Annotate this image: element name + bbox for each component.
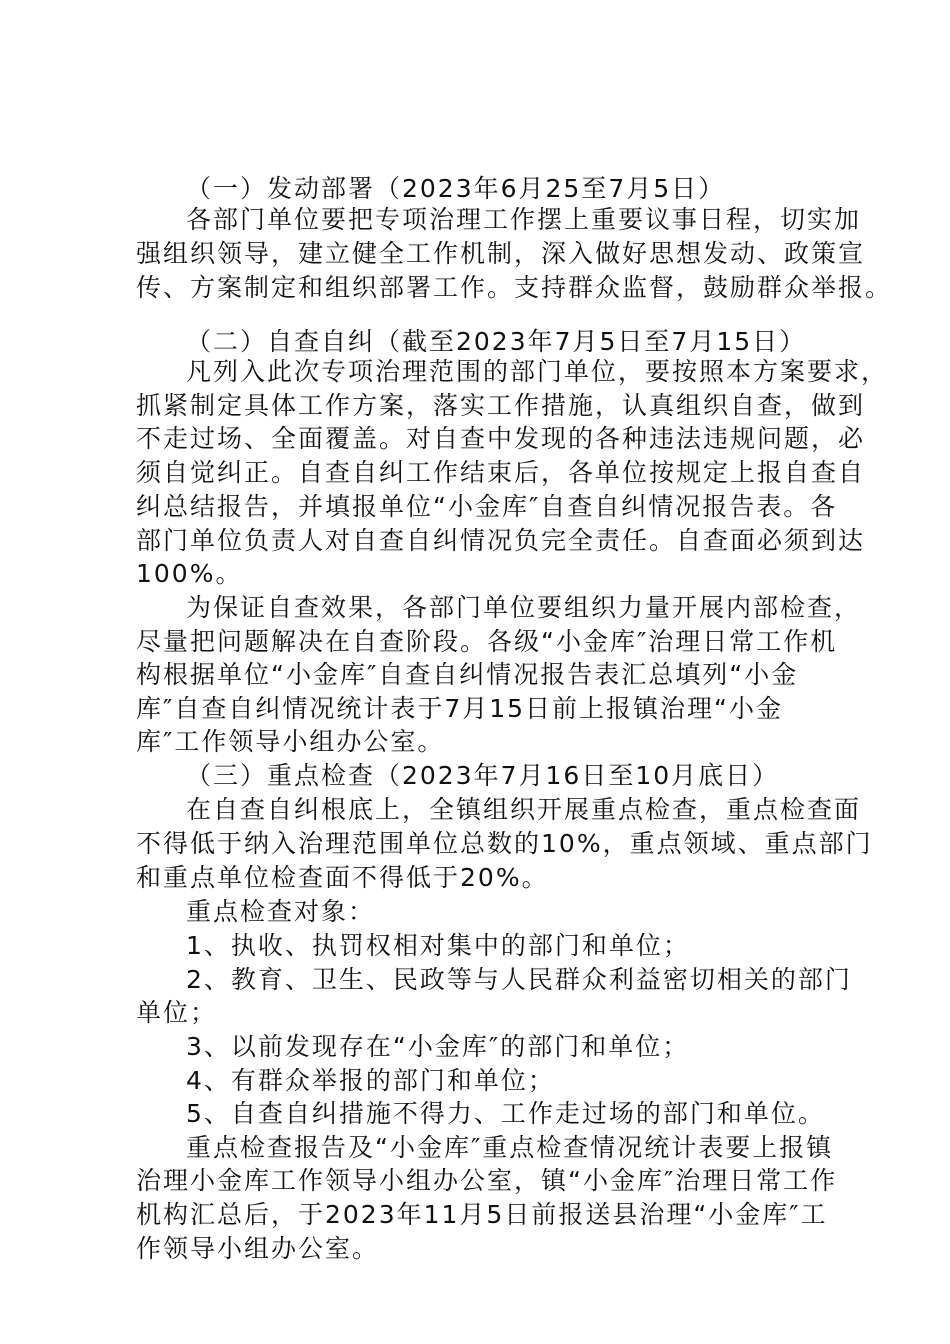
section-heading-3: （三）重点检查（2023年7月16日至10月底日） <box>186 761 780 790</box>
paragraph-line: 凡列入此次专项治理范围的部门单位，要按照本方案要求， <box>186 357 889 386</box>
paragraph-line: 各部门单位要把专项治理工作摆上重要议事日程，切实加 <box>186 205 862 234</box>
paragraph-line: 尽量把问题解决在自查阶段。各级“小金库″治理日常工作机 <box>136 627 838 656</box>
paragraph-line: 构根据单位“小金库″自查自纠情况报告表汇总填列“小金 <box>136 660 799 689</box>
paragraph-line: 在自查自纠根底上，全镇组织开展重点检查，重点检查面 <box>186 795 862 824</box>
list-item-continuation: 单位； <box>136 998 218 1027</box>
paragraph-line: 库″工作领导小组办公室。 <box>136 727 445 756</box>
list-item: 4、有群众举报的部门和单位； <box>186 1066 555 1095</box>
paragraph-line: 纠总结报告，并填报单位“小金库″自查自纠情况报告表。各 <box>136 492 838 521</box>
paragraph-line: 库″自查自纠情况统计表于7月15日前上报镇治理“小金 <box>136 694 784 723</box>
list-item: 1、执收、执罚权相对集中的部门和单位； <box>186 931 690 960</box>
paragraph-line: 机构汇总后，于2023年11月5日前报送县治理“小金库″工 <box>136 1200 828 1229</box>
paragraph-line: 不得低于纳入治理范围单位总数的10%，重点领域、重点部门 <box>136 829 873 858</box>
paragraph-line: 抓紧制定具体工作方案，落实工作措施，认真组织自查，做到 <box>136 391 866 420</box>
paragraph-line: 部门单位负责人对自查自纠情况负完全责任。自查面必须到达 <box>136 526 866 555</box>
paragraph-line: 重点检查报告及“小金库″重点检查情况统计表要上报镇 <box>186 1133 834 1162</box>
list-item: 2、教育、卫生、民政等与人民群众利益密切相关的部门 <box>186 965 852 994</box>
list-item: 5、自查自纠措施不得力、工作走过场的部门和单位。 <box>186 1099 825 1128</box>
paragraph-line: 100%。 <box>136 559 243 588</box>
list-item: 3、以前发现存在“小金库″的部门和单位； <box>186 1032 690 1061</box>
section-heading-2: （二）自查自纠（截至2023年7月5日至7月15日） <box>186 327 807 356</box>
paragraph-line: 为保证自查效果，各部门单位要组织力量开展内部检查， <box>186 593 862 622</box>
paragraph-line: 不走过场、全面覆盖。对自查中发现的各种违法违规问题，必 <box>136 424 866 453</box>
paragraph-line: 治理小金库工作领导小组办公室，镇“小金库″治理日常工作 <box>136 1166 838 1195</box>
paragraph-line: 作领导小组办公室。 <box>136 1234 380 1263</box>
paragraph-line: 和重点单位检查面不得低于20%。 <box>136 863 549 892</box>
section-heading-1: （一）发动部署（2023年6月25至7月5日） <box>186 174 726 203</box>
paragraph-line: 强组织领导，建立健全工作机制，深入做好思想发动、政策宣 <box>136 239 866 268</box>
list-heading: 重点检查对象： <box>186 897 376 926</box>
paragraph-line: 须自觉纠正。自查自纠工作结束后，各单位按规定上报自查自 <box>136 458 866 487</box>
paragraph-line: 传、方案制定和组织部署工作。支持群众监督，鼓励群众举报。 <box>136 273 893 302</box>
